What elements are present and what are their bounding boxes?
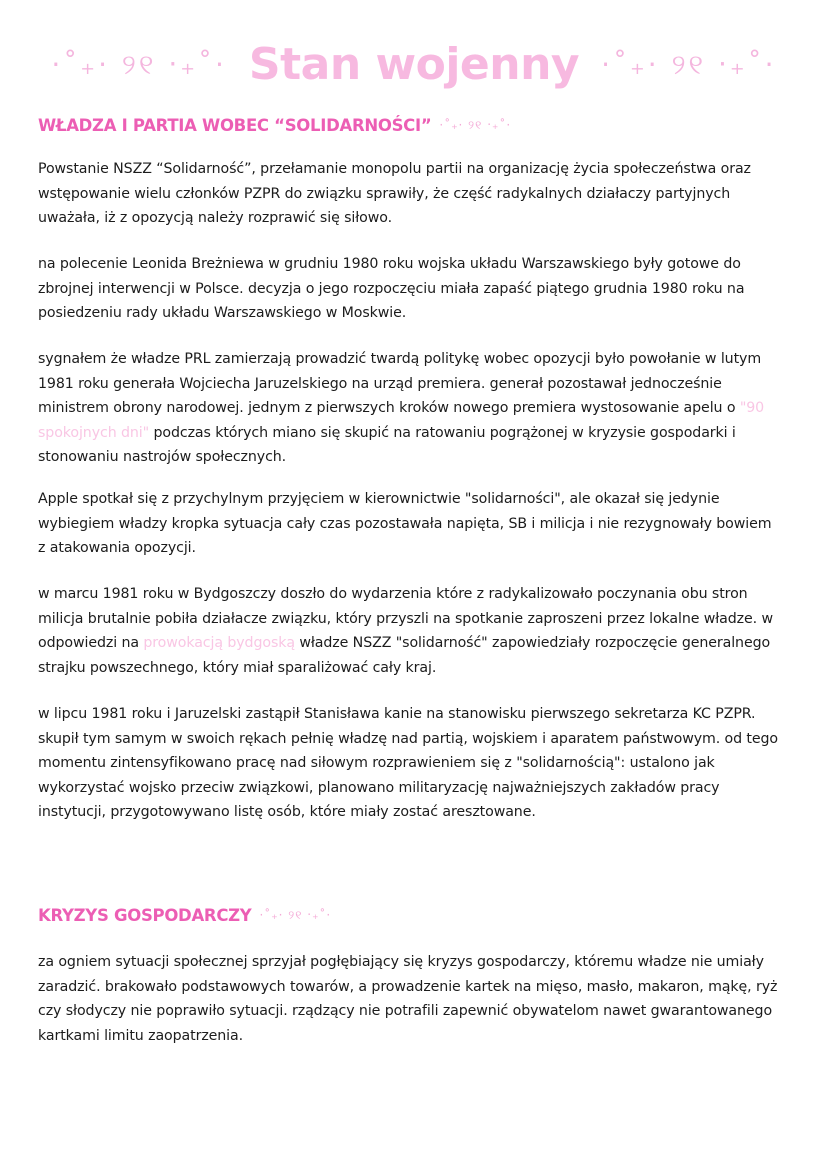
sparkle-decoration-icon: ·˚₊· ୨୧ ‧₊˚· xyxy=(51,48,227,81)
paragraph xyxy=(38,347,783,470)
paragraph xyxy=(38,582,783,680)
section-heading-kryzys xyxy=(38,906,331,925)
paragraph-text: władze NSZZ "solidarność" zapowiedziały rozpoczęcie generalnego strajku powszechnego, który miał sparaliżować cały kraj. xyxy=(38,635,771,676)
sparkle-decoration-icon: ·˚₊· ୨୧ ‧₊˚· xyxy=(259,908,332,922)
sparkle-decoration-icon: ·˚₊· ୨୧ ‧₊˚· xyxy=(601,48,777,81)
page-title: Stan wojenny xyxy=(248,39,580,90)
section-heading-text: WŁADZA I PARTIA WOBEC “SOLIDARNOŚCI” xyxy=(38,116,432,135)
highlighted-phrase: "90 spokojnych dni" xyxy=(38,400,765,441)
paragraph-text: sygnałem że władze PRL zamierzają prowadzić twardą politykę wobec opozycji było powołanie w lutym 1981 roku generała Wojciecha Jaruzelskiego na urząd premiera. generał pozostawał jednocześnie ministrem obrony narodowej. jednym z pierwszych kroków nowego premiera wystosowanie apelu o xyxy=(38,351,762,417)
paragraph-text: podczas których miano się skupić na ratowaniu pogrążonej w kryzysie gospodarki i stonowaniu nastrojów społecznych. xyxy=(38,424,736,466)
paragraph: za ogniem sytuacji społecznej sprzyjał pogłębiający się kryzys gospodarczy, któremu władze nie umiały zaradzić. brakowało podstawowych towarów, a prowadzenie kartek na mięso, masło, makaron, mąkę, ryż czy słodyczy nie poprawiło sytuacji. rządzący nie potrafili zapewnić obywatelom nawet gwarantowanego kartkami limitu zaopatrzenia. xyxy=(38,954,778,1044)
highlighted-phrase: prowokacją bydgoską xyxy=(143,635,295,652)
sparkle-decoration-icon: ·˚₊· ୨୧ ‧₊˚· xyxy=(439,118,512,132)
paragraph: na polecenie Leonida Breżniewa w grudniu 1980 roku wojska układu Warszawskiego były gotowe do zbrojnej interwencji w Polsce. decyzja o jego rozpoczęciu miała zapaść piątego grudnia 1980 roku na posiedzeniu rady układu Warszawskiego w Moskwie. xyxy=(38,256,745,322)
paragraph: w lipcu 1981 roku i Jaruzelski zastąpił Stanisława kanie na stanowisku pierwszego sekretarza KC PZPR. skupił tym samym w swoich rękach pełnię władzę nad partią, wojskiem i aparatem państwowym. od tego momentu zintensyfikowano pracę nad siłowym rozprawieniem się z "solidarnością": ustalono jak wykorzystać wojsko przeciw związkowi, planowano militaryzację najważniejszych zakładów pracy instytucji, przygotowywano listę osób, które miały zostać aresztowane. xyxy=(38,706,779,821)
section-heading-text: KRYZYS GOSPODARCZY xyxy=(38,906,252,925)
paragraph: Apple spotkał się z przychylnym przyjęciem w kierownictwie "solidarności", ale okazał się jedynie wybiegiem władzy kropka sytuacja cały czas pozostawała napięta, SB i milicja i nie rezygnowały bowiem z atakowania opozycji. xyxy=(38,491,772,557)
paragraph-text: w marcu 1981 roku w Bydgoszczy doszło do wydarzenia które z radykalizowało poczynania obu stron milicja brutalnie pobiła działacze związku, który przyszli na spotkanie zaproszeni przez lokalne władze. w odpowiedzi na xyxy=(38,586,773,652)
paragraph: Powstanie NSZZ “Solidarność”, przełamanie monopolu partii na organizację życia społeczeństwa oraz wstępowanie wielu członków PZPR do związku sprawiły, że część radykalnych działaczy partyjnych uważała, iż z opozycją należy rozprawić się siłowo. xyxy=(38,161,751,227)
title-row xyxy=(0,30,828,100)
section-heading-wladza xyxy=(38,116,511,135)
